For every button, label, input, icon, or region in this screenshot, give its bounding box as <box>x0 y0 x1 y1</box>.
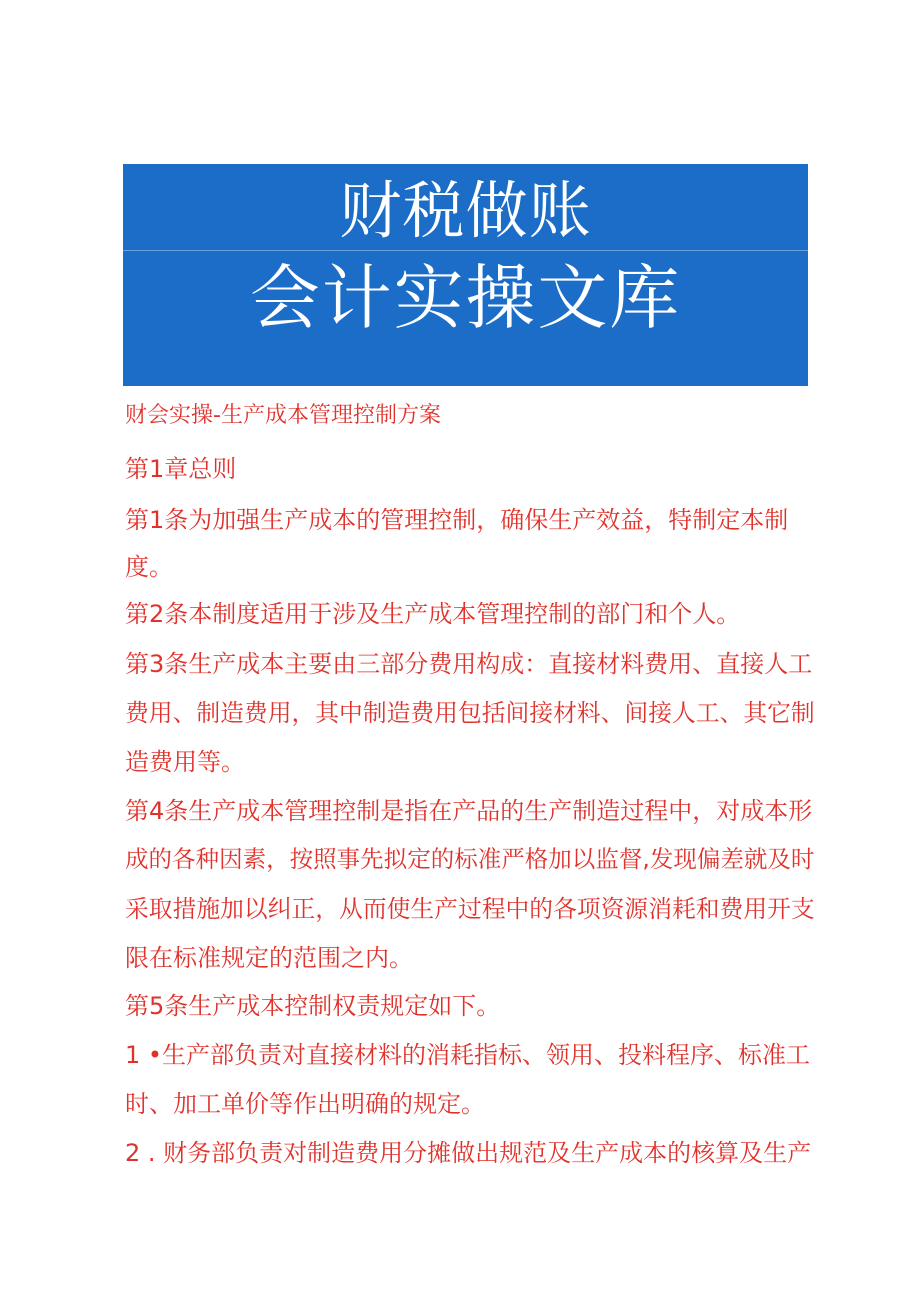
banner-title-line2: 会计实操文库 <box>249 258 682 339</box>
article-4-line-2: 成的各种因素，按照事先拟定的标准严格加以监督,发现偏差就及时 <box>125 845 815 873</box>
article-1-line-1: 第1条为加强生产成本的管理控制，确保生产效益，特制定本制 <box>125 506 789 534</box>
article-1-line-2: 度。 <box>125 553 173 581</box>
article-4-line-3: 采取措施加以纠正，从而使生产过程中的各项资源消耗和费用开支 <box>125 895 815 923</box>
article-4-line-1: 第4条生产成本管理控制是指在产品的生产制造过程中，对成本形 <box>125 797 813 825</box>
article-5: 第5条生产成本控制权责规定如下。 <box>125 992 501 1020</box>
banner-title-line1: 财税做账 <box>339 174 592 247</box>
item-2-line-1: 2 . 财务部负责对制造费用分摊做出规范及生产成本的核算及生产 <box>125 1139 812 1167</box>
title-banner <box>123 164 808 386</box>
article-4-line-4: 限在标准规定的范围之内。 <box>125 944 413 972</box>
article-2: 第2条本制度适用于涉及生产成本管理控制的部门和个人。 <box>125 600 741 628</box>
item-1-line-1: 1 •生产部负责对直接材料的消耗指标、领用、投料程序、标准工 <box>125 1041 811 1069</box>
banner-divider <box>123 250 808 251</box>
document-title: 财会实操-生产成本管理控制方案 <box>125 403 441 428</box>
item-1-line-2: 时、加工单价等作出明确的规定。 <box>125 1090 485 1118</box>
article-3-line-1: 第3条生产成本主要由三部分费用构成：直接材料费用、直接人工 <box>125 650 813 678</box>
article-3-line-3: 造费用等。 <box>125 748 245 776</box>
chapter-heading: 第1章总则 <box>125 455 237 483</box>
article-3-line-2: 费用、制造费用，其中制造费用包括间接材料、间接人工、其它制 <box>125 699 815 727</box>
